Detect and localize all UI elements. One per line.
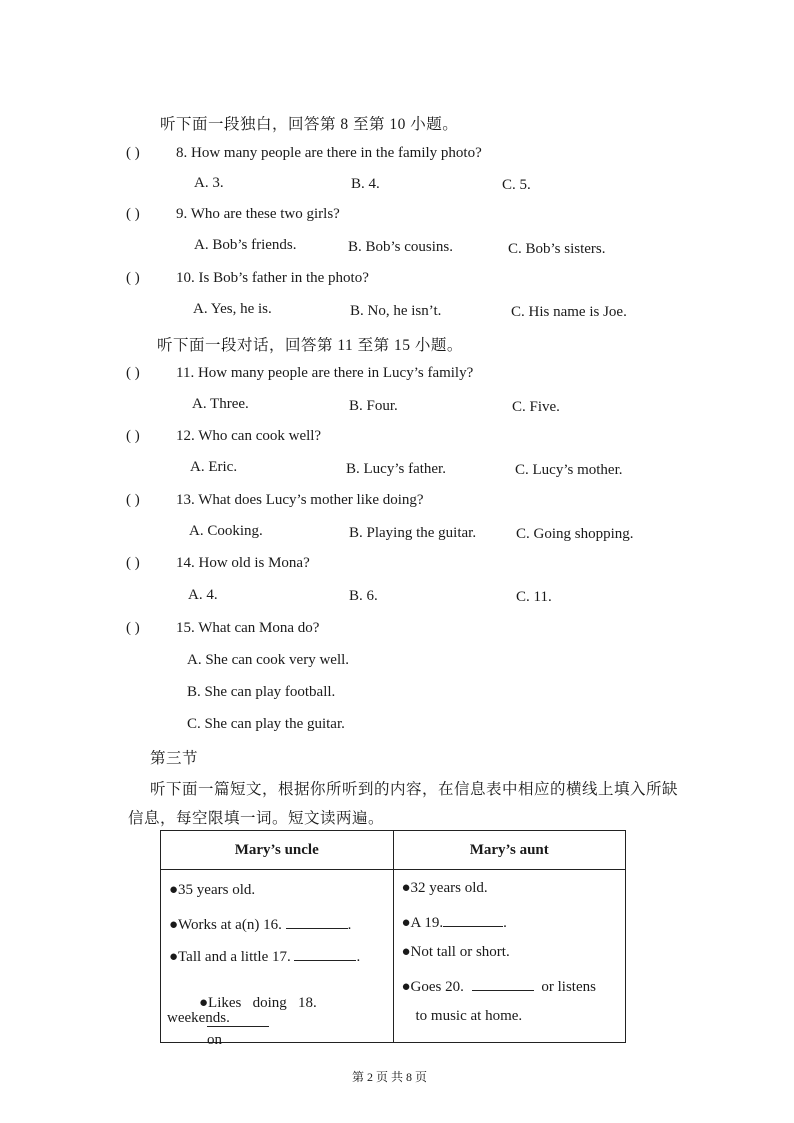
blank-20[interactable] [472, 976, 534, 991]
uncle-age: ●35 years old. [169, 882, 256, 898]
section-title: 第三节 [150, 750, 199, 767]
question-12: 12. Who can cook well? [176, 428, 322, 444]
q10-option-c: C. His name is Joe. [511, 304, 627, 320]
period: . [347, 917, 352, 933]
q13-option-c: C. Going shopping. [516, 526, 634, 542]
q11-option-a: A. Three. [192, 396, 249, 412]
period: . [503, 915, 507, 931]
q15-option-b: B. She can play football. [187, 684, 336, 700]
question-11: 11. How many people are there in Lucy’s family? [176, 365, 474, 381]
q14-option-b: B. 6. [349, 588, 378, 604]
aunt-age: ●32 years old. [401, 880, 488, 896]
uncle-weekends: weekends. [167, 1010, 230, 1026]
q12-option-c: C. Lucy’s mother. [515, 462, 623, 478]
q14-option-c: C. 11. [516, 589, 552, 605]
question-15: 15. What can Mona do? [176, 620, 320, 636]
aunt-job [402, 912, 507, 932]
q10-option-b: B. No, he isn’t. [350, 303, 442, 319]
q9-option-c: C. Bob’s sisters. [508, 241, 606, 257]
aunt-hobby-or: or listens [541, 979, 596, 995]
answer-paren: ( ) [126, 365, 140, 381]
blank-17[interactable] [294, 946, 356, 961]
q12-option-a: A. Eric. [190, 459, 238, 475]
answer-paren: ( ) [126, 428, 140, 444]
aunt-music: to music at home. [415, 1008, 523, 1024]
q13-option-a: A. Cooking. [189, 523, 263, 539]
answer-paren: ( ) [126, 206, 140, 222]
q15-option-a: A. She can cook very well. [187, 652, 350, 668]
question-8: 8. How many people are there in the family photo? [176, 145, 482, 161]
instruction-monologue: 听下面一段独白，回答第 8 至第 10 小题。 [160, 116, 459, 133]
uncle-work [169, 914, 351, 934]
uncle-hobby-on: on [207, 1032, 222, 1048]
q8-option-b: B. 4. [351, 176, 380, 192]
q8-option-a: A. 3. [194, 175, 224, 191]
page-footer: 第 2 页 共 8 页 [352, 1070, 428, 1084]
answer-paren: ( ) [126, 270, 140, 286]
q15-option-c: C. She can play the guitar. [187, 716, 345, 732]
q14-option-a: A. 4. [188, 587, 218, 603]
blank-16[interactable] [286, 914, 348, 929]
uncle-look [169, 946, 360, 966]
uncle-cell [161, 870, 394, 1048]
aunt-hobby [402, 976, 596, 996]
instruction-passage-line1: 听下面一篇短文，根据你所听到的内容，在信息表中相应的横线上填入所缺 [150, 781, 679, 798]
question-14: 14. How old is Mona? [176, 555, 310, 571]
q11-option-c: C. Five. [512, 399, 560, 415]
aunt-cell [393, 870, 626, 1043]
question-10: 10. Is Bob’s father in the photo? [176, 270, 369, 286]
answer-paren: ( ) [126, 492, 140, 508]
aunt-look: ●Not tall or short. [401, 944, 510, 960]
aunt-job-text: ●A 19. [401, 915, 444, 931]
q12-option-b: B. Lucy’s father. [346, 461, 446, 477]
info-table [160, 830, 626, 1048]
q9-option-a: A. Bob’s friends. [194, 237, 297, 253]
uncle-look-text: ●Tall and a little 17. [169, 949, 291, 965]
blank-19[interactable] [443, 912, 503, 927]
uncle-work-text: ●Works at a(n) 16. [169, 917, 282, 933]
period: . [356, 949, 361, 965]
q8-option-c: C. 5. [502, 177, 531, 193]
q10-option-a: A. Yes, he is. [193, 301, 272, 317]
question-13: 13. What does Lucy’s mother like doing? [176, 492, 424, 508]
answer-paren: ( ) [126, 145, 140, 161]
header-uncle: Mary’s uncle [161, 831, 394, 870]
question-9: 9. Who are these two girls? [176, 206, 340, 222]
q9-option-b: B. Bob’s cousins. [348, 239, 454, 255]
aunt-hobby-text: ●Goes 20. [401, 979, 464, 995]
instruction-dialogue: 听下面一段对话，回答第 11 至第 15 小题。 [157, 337, 463, 354]
q11-option-b: B. Four. [349, 398, 398, 414]
answer-paren: ( ) [126, 620, 140, 636]
q13-option-b: B. Playing the guitar. [349, 525, 477, 541]
uncle-hobby-text: ●Likes doing 18. [199, 995, 317, 1011]
header-aunt: Mary’s aunt [393, 831, 626, 870]
answer-paren: ( ) [126, 555, 140, 571]
instruction-passage-line2: 信息，每空限填一词。短文读两遍。 [128, 810, 385, 827]
